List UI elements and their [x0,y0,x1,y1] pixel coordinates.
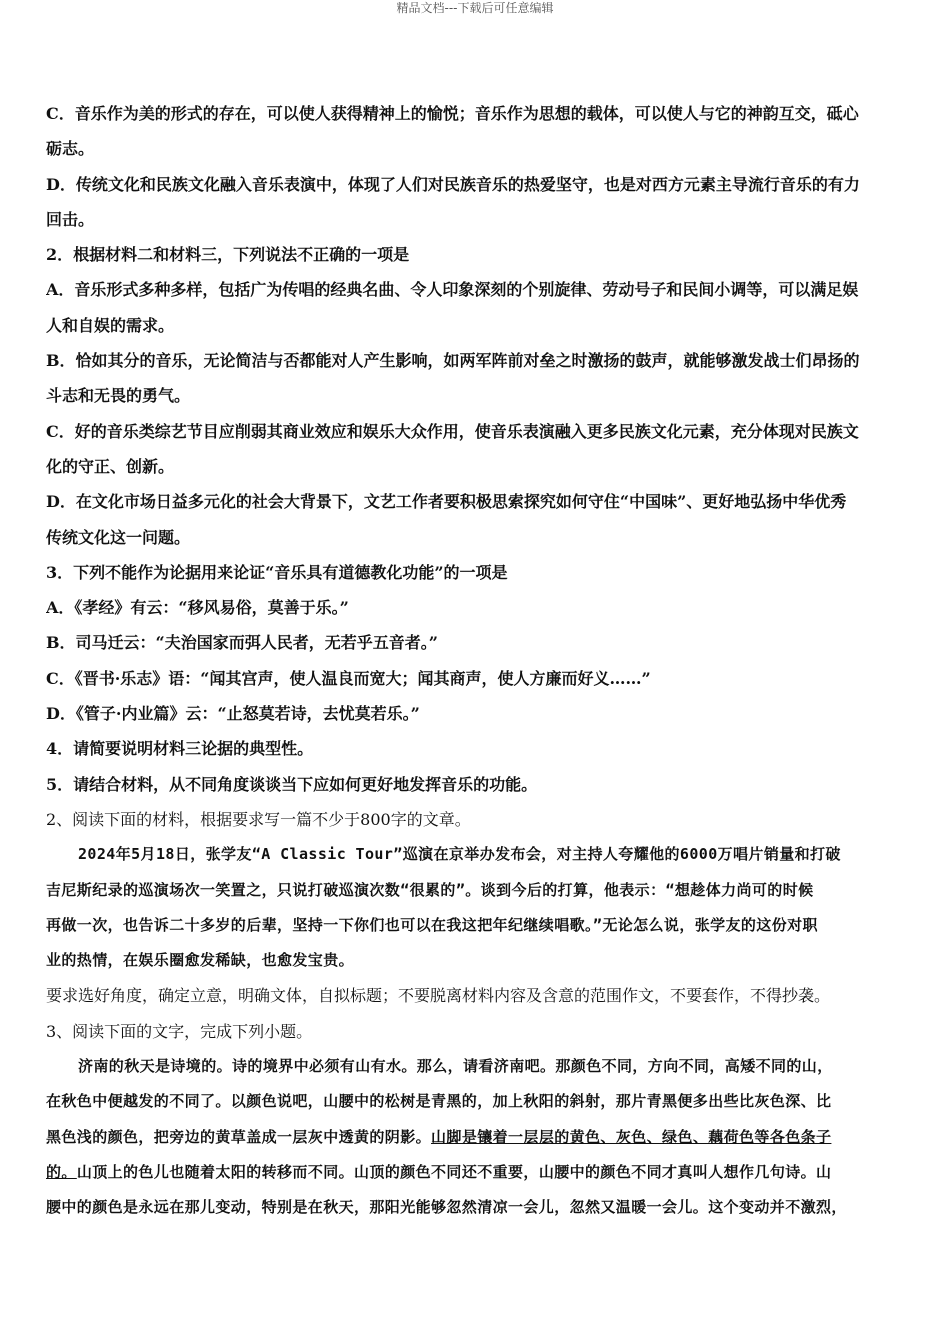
option-d-line-2: 回击。 [46,209,95,229]
section-3-heading: 3、阅读下面的文字，完成下列小题。 [46,1021,313,1041]
q2-option-a-line-2: 人和自娱的需求。 [46,315,175,335]
reading-passage-line-5: 腰中的颜色是永远在那儿变动，特别是在秋天，那阳光能够忽然清凉一会儿，忽然又温暖一会儿。这个变动并不激烈， [46,1198,847,1217]
q2-option-b-line-2: 斗志和无畏的勇气。 [46,386,191,406]
material-paragraph-line-3: 再做一次，也告诉二十多岁的后辈，坚持一下你们也可以在我这把年纪继续唱歌。”无论怎么说，张学友的这份对职 [46,915,818,934]
option-c-line-2: 砺志。 [46,139,95,159]
reading-passage-line-2: 在秋色中便越发的不同了。以颜色说吧，山腰中的松树是青黑的，加上秋阳的斜射，那片青黑便多出些比灰色深、比 [46,1092,832,1111]
material-paragraph-line-1: 2024年5月18日，张学友“A Classic Tour”巡演在京举办发布会，对主持人夸耀他的6000万唱片销量和打破 [78,845,841,864]
document-body [46,96,908,1226]
section-2-heading: 2、阅读下面的材料，根据要求写一篇不少于800字的文章。 [46,809,471,829]
option-c-line-1: C．音乐作为美的形式的存在，可以使人获得精神上的愉悦；音乐作为思想的载体，可以使人与它的神韵互交，砥心 [46,104,859,123]
question-5: 5．请结合材料，从不同角度谈谈当下应如何更好地发挥音乐的功能。 [46,774,538,794]
question-3: 3．下列不能作为论据用来论证“音乐具有道德教化功能”的一项是 [46,562,508,582]
question-4: 4．请简要说明材料三论据的典型性。 [46,739,314,759]
writing-requirements: 要求选好角度，确定立意，明确文体，自拟标题；不要脱离材料内容及含意的范围作文，不要套作，不得抄袭。 [46,986,831,1006]
q2-option-d-line-2: 传统文化这一问题。 [46,527,191,547]
reading-passage-line-4 [46,1155,908,1190]
material-paragraph-line-2: 吉尼斯纪录的巡演场次一笑置之，只说打破巡演次数“很累的”。谈到今后的打算，他表示：“想趁体力尚可的时候 [46,880,814,899]
page-header: 精品文档---下载后可任意编辑 [396,1,554,15]
passage-text: 黑色浅的颜色，把旁边的黄草盖成一层灰中透黄的阴影。 [46,1127,432,1146]
q3-option-b: B．司马迁云：“夫治国家而弭人民者，无若乎五音者。” [46,633,438,653]
q2-option-b-line-1: B．恰如其分的音乐，无论简洁与否都能对人产生影响，如两军阵前对垒之时激扬的鼓声，就能够激发战士们昂扬的 [46,351,860,371]
reading-passage-line-3 [46,1120,908,1155]
q3-option-a: A．《孝经》有云：“移风易俗，莫善于乐。” [46,598,349,618]
material-paragraph-line-4: 业的热情，在娱乐圈愈发稀缺，也愈发宝贵。 [46,951,355,970]
reading-passage-line-1: 济南的秋天是诗境的。诗的境界中必须有山有水。那么，请看济南吧。那颜色不同，方向不同，高矮不同的山， [78,1057,833,1076]
underlined-sentence-part-1: 山脚是镶着一层层的黄色、灰色、绿色、藕荷色等各色条子 [431,1127,832,1146]
question-2: 2．根据材料二和材料三，下列说法不正确的一项是 [46,245,410,265]
underlined-sentence-part-2: 的。 [46,1162,77,1181]
q3-option-d: D．《管子·内业篇》云：“止怒莫若诗，去忧莫若乐。” [46,704,420,724]
q2-option-c-line-1: C．好的音乐类综艺节目应削弱其商业效应和娱乐大众作用，使音乐表演融入更多民族文化元素，充分体现对民族文 [46,421,859,441]
q2-option-c-line-2: 化的守正、创新。 [46,456,175,476]
option-d-line-1: D．传统文化和民族文化融入音乐表演中，体现了人们对民族音乐的热爱坚守，也是对西方元素主导流行音乐的有力 [46,174,860,194]
q2-option-a-line-1: A．音乐形式多种多样，包括广为传唱的经典名曲、令人印象深刻的个别旋律、劳动号子和民间小调等，可以满足娱 [46,280,859,300]
q3-option-c: C．《晋书·乐志》语：“闻其宫声，使人温良而宽大；闻其商声，使人方廉而好义……” [46,668,651,688]
q2-option-d-line-1: D．在文化市场日益多元化的社会大背景下，文艺工作者要积极思索探究如何守住“中国味”、更好地弘扬中华优秀 [46,492,847,512]
passage-text: 山顶上的色儿也随着太阳的转移而不同。山顶的颜色不同还不重要，山腰中的颜色不同才真叫人想作几句诗。山 [76,1162,832,1181]
